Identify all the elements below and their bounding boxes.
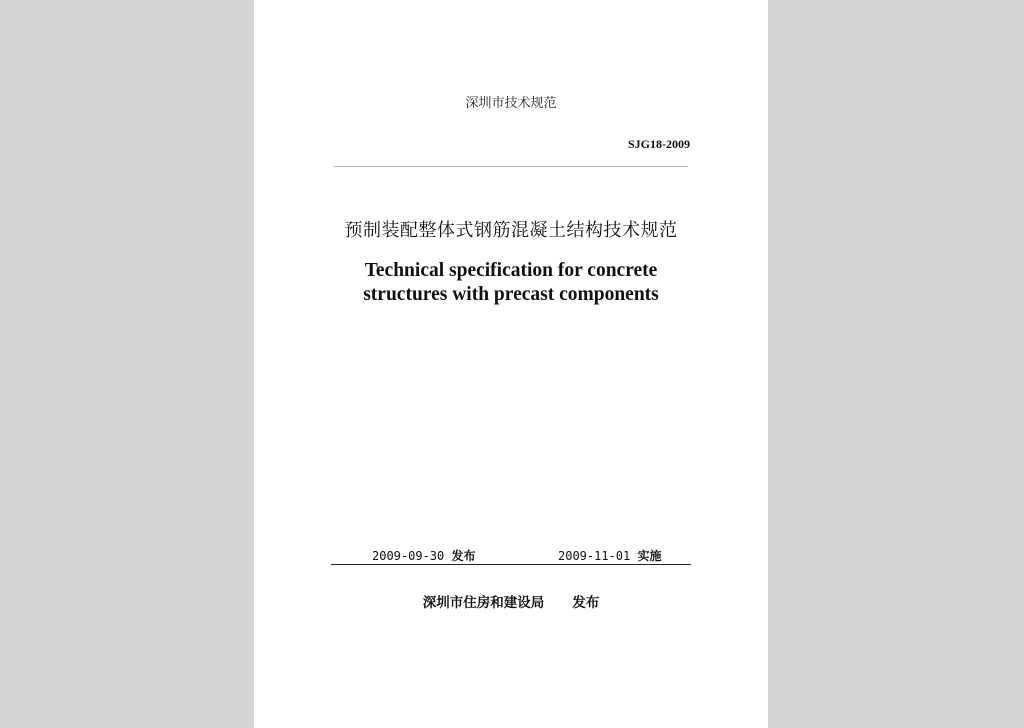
date-row bbox=[372, 547, 692, 563]
title-chinese: 预制装配整体式钢筋混凝土结构技术规范 bbox=[344, 220, 678, 241]
issue-date-group bbox=[372, 547, 476, 564]
publisher-action: 发布 bbox=[572, 595, 600, 611]
issue-date: 2009-09-30 bbox=[372, 549, 445, 563]
implement-date: 2009-11-01 bbox=[558, 549, 631, 563]
title-english-line-2: structures with precast components bbox=[363, 284, 659, 305]
document-page bbox=[254, 0, 768, 728]
issue-label: 发布 bbox=[451, 549, 476, 563]
bottom-divider bbox=[331, 564, 691, 565]
standard-series: 深圳市技术规范 bbox=[465, 96, 557, 111]
implement-date-group bbox=[558, 547, 662, 564]
implement-label: 实施 bbox=[637, 549, 662, 563]
title-english-line-1: Technical specification for concrete bbox=[364, 260, 658, 281]
standard-code: SJG18-2009 bbox=[627, 137, 690, 151]
top-divider bbox=[334, 166, 688, 167]
publisher-name: 深圳市住房和建设局 bbox=[422, 595, 545, 611]
publisher-line bbox=[254, 591, 768, 611]
title-english bbox=[254, 259, 768, 307]
